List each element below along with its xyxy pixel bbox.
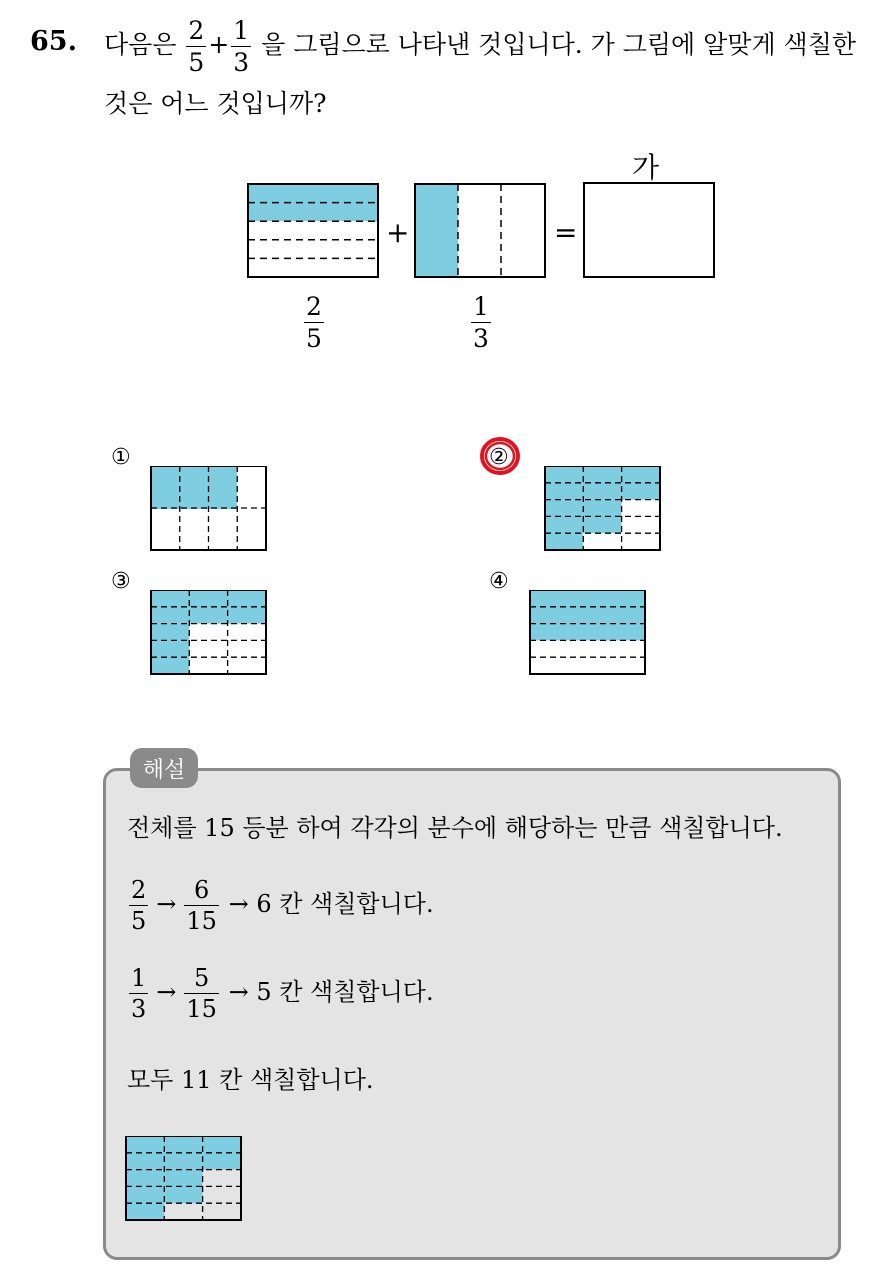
choice-3-figure[interactable] [150, 590, 267, 676]
solution-line-1: 전체를 15 등분 하여 각각의 분수에 해당하는 만큼 색칠합니다. [127, 814, 783, 842]
answer-box-ga [584, 183, 714, 277]
solution-row-2: $\frac{1}{3}$ → $\frac{5}{15}$ → 5 칸 색칠합니다. [131, 964, 434, 1023]
caption-two-fifths: $\frac{2}{5}$ [306, 292, 322, 353]
choice-1-label[interactable]: ① [111, 445, 131, 470]
choice-3-label[interactable]: ③ [111, 569, 131, 594]
plus-sign: + [208, 30, 230, 59]
solution-tag: 해설 [130, 748, 198, 788]
question-number: 65. [30, 26, 77, 57]
choice-1-figure[interactable] [150, 466, 267, 552]
figure-two-fifths [248, 184, 378, 277]
choice-4-figure[interactable] [529, 590, 646, 676]
figure-one-third [415, 184, 545, 277]
question-prefix: 다음은 [104, 30, 177, 59]
choice-4-label[interactable]: ④ [489, 569, 509, 594]
question-suffix: 을 그림으로 나타낸 것입니다. 가 그림에 알맞게 색칠한 [261, 30, 857, 59]
label-ga: 가 [632, 151, 660, 184]
question-line-2: 것은 어느 것입니까? [104, 89, 327, 118]
fraction-one-third: $\frac{1}{3}$ [233, 16, 250, 77]
question-line-1 [104, 18, 856, 75]
solution-row-1: $\frac{2}{5}$ → $\frac{6}{15}$ → 6 칸 색칠합니다. [131, 876, 434, 935]
solution-total: 모두 11 칸 색칠합니다. [127, 1066, 374, 1094]
figure-equals-sign: = [554, 216, 578, 249]
caption-one-third: $\frac{1}{3}$ [473, 292, 489, 353]
choice-2-label[interactable]: ② [489, 445, 509, 470]
choice-2-figure[interactable] [544, 466, 661, 552]
figure-plus-sign: + [386, 216, 410, 249]
fraction-two-fifths: $\frac{2}{5}$ [188, 16, 205, 77]
solution-figure [125, 1136, 242, 1222]
shaded-region [415, 184, 458, 277]
